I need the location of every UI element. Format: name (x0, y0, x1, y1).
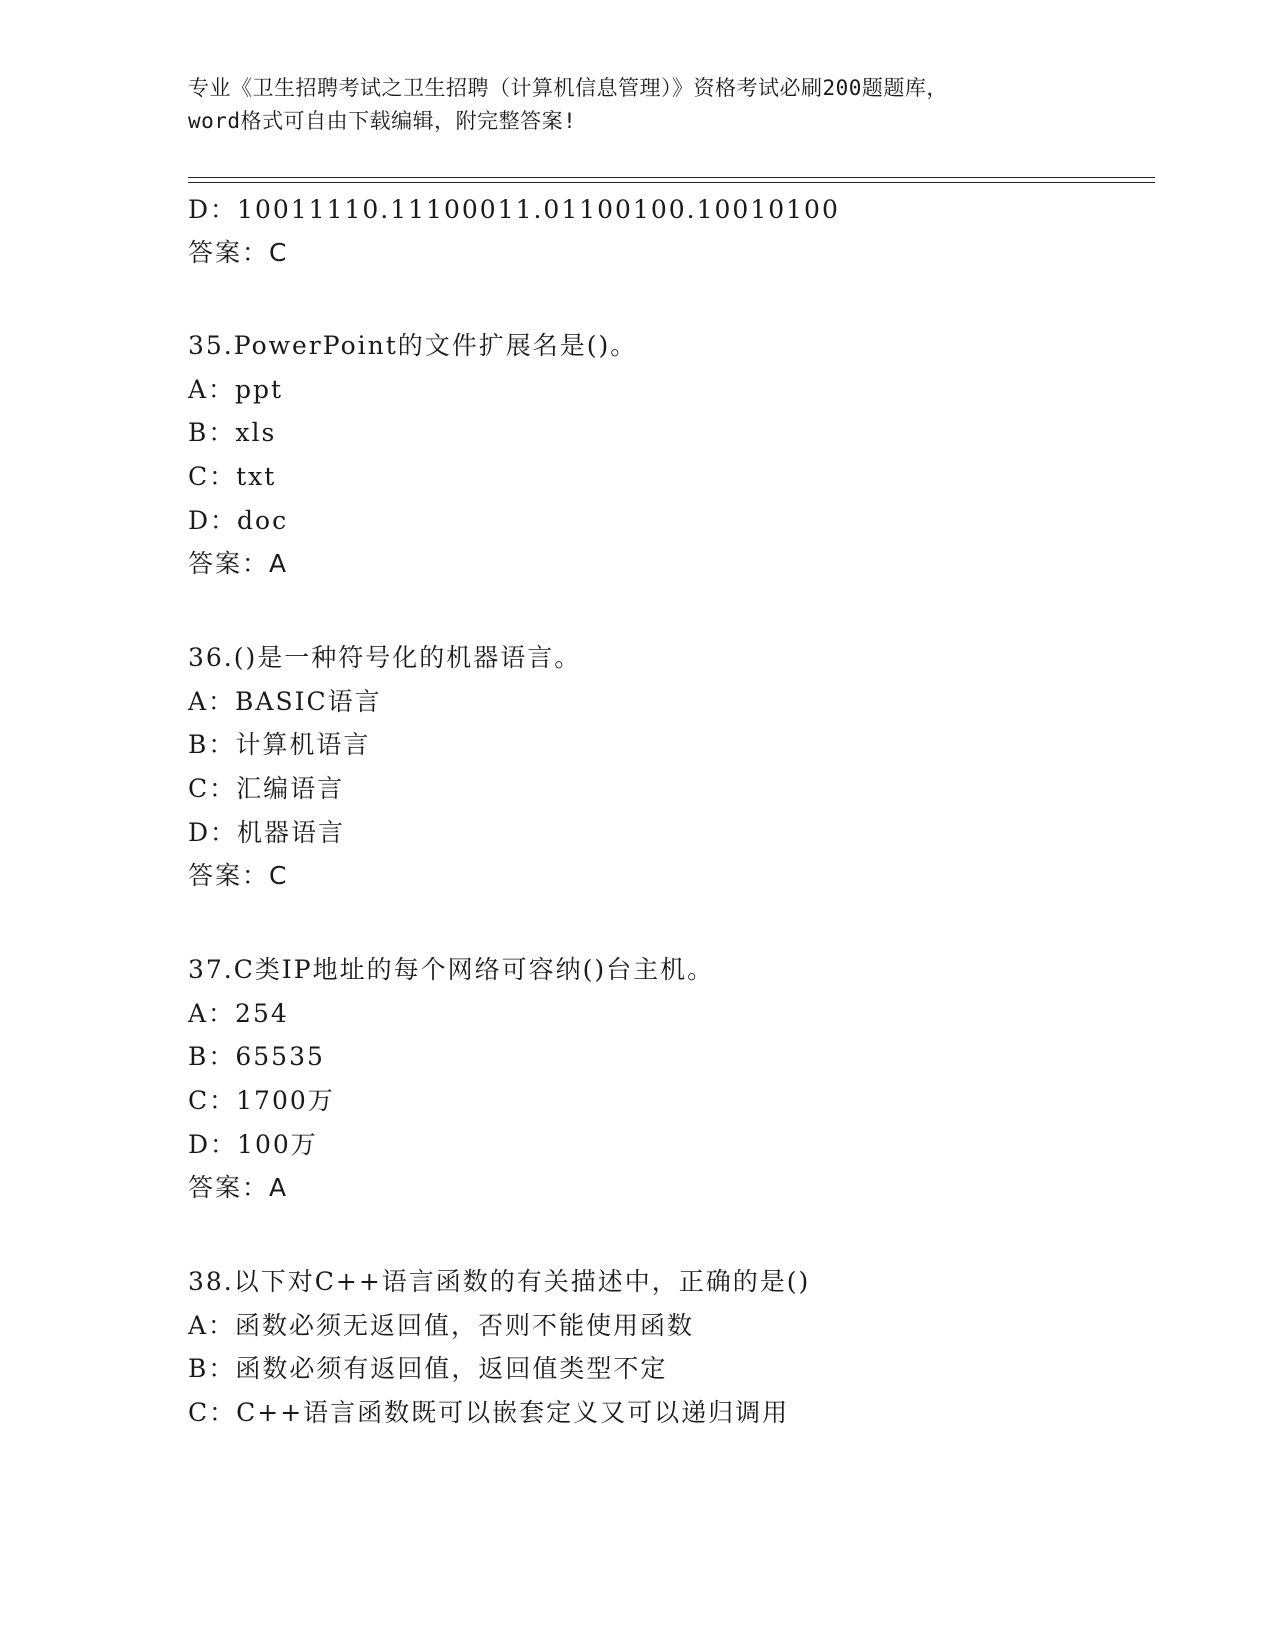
q38-option-a: A：函数必须无返回值，否则不能使用函数 (188, 1311, 695, 1340)
q36-option-d: D：机器语言 (188, 818, 346, 847)
q35-option-d: D：doc (188, 506, 289, 535)
header-title-line-1: 专业《卫生招聘考试之卫生招聘（计算机信息管理）》资格考试必刷200题题库， (188, 76, 948, 100)
header-title-line-2: word格式可自由下载编辑，附完整答案! (188, 109, 577, 133)
header-divider-bottom (188, 182, 1155, 183)
question-38: 38.以下对C++语言函数的有关描述中，正确的是() (188, 1267, 811, 1296)
q37-option-c: C：1700万 (188, 1086, 335, 1115)
q37-answer: 答案：A (188, 1173, 289, 1202)
q38-option-b: B：函数必须有返回值，返回值类型不定 (188, 1354, 668, 1383)
question-36: 36.()是一种符号化的机器语言。 (188, 643, 582, 672)
q36-option-b: B：计算机语言 (188, 730, 371, 759)
header-divider-top (188, 177, 1155, 178)
answer-line: 答案：C (188, 238, 289, 267)
q37-option-d: D：100万 (188, 1130, 318, 1159)
q38-option-c: C：C++语言函数既可以嵌套定义又可以递归调用 (188, 1398, 790, 1427)
q36-option-a: A：BASIC语言 (188, 687, 382, 716)
q35-option-b: B：xls (188, 418, 277, 447)
q36-answer: 答案：C (188, 861, 289, 890)
q36-option-c: C：汇编语言 (188, 774, 345, 803)
option-d: D：10011110.11100011.01100100.10010100 (188, 195, 840, 224)
q35-option-a: A：ppt (188, 375, 284, 404)
q35-answer: 答案：A (188, 549, 289, 578)
q37-option-a: A：254 (188, 999, 289, 1028)
document-header (188, 72, 1088, 138)
question-35: 35.PowerPoint的文件扩展名是()。 (188, 331, 638, 360)
q35-option-c: C：txt (188, 462, 277, 491)
question-37: 37.C类IP地址的每个网络可容纳()台主机。 (188, 955, 715, 984)
q37-option-b: B：65535 (188, 1042, 325, 1071)
